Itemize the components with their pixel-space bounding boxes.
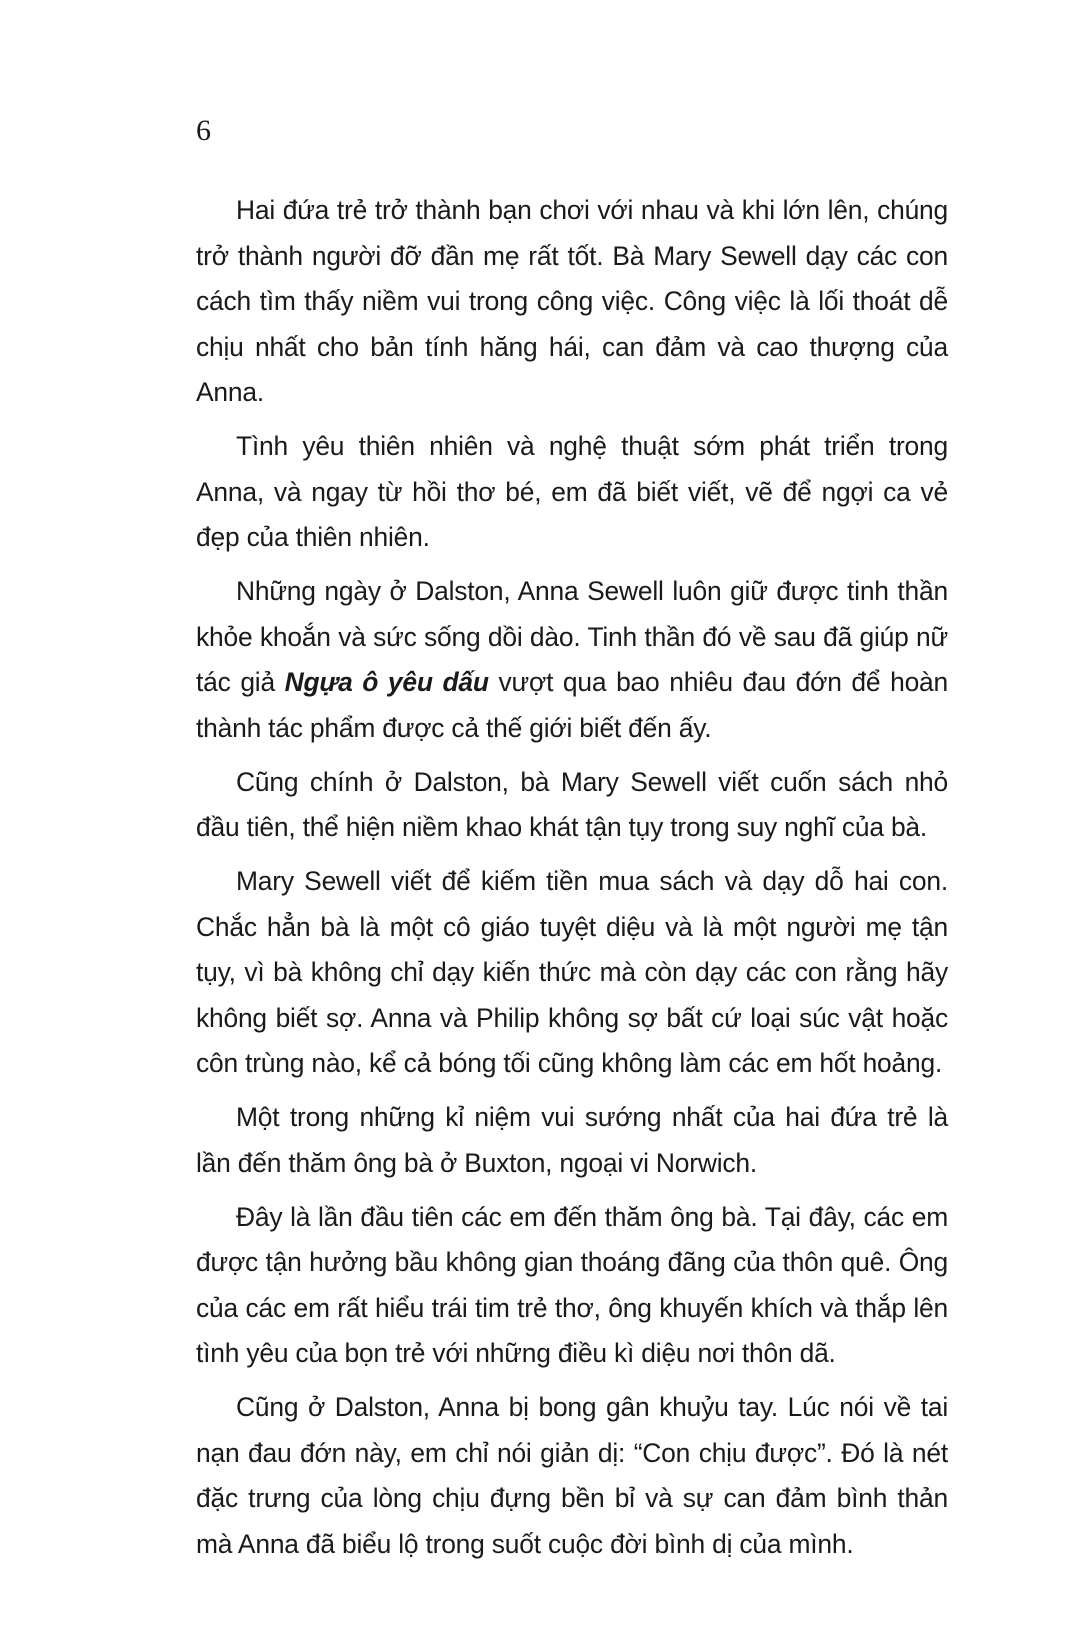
page-number: 6 <box>196 114 211 147</box>
paragraph-3 <box>196 569 948 751</box>
paragraph-3-text-before: Những ngày ở Dalston, Anna Sewell luôn giữ được tinh thần khỏe khoắn và sức sống dồi dào. Tinh thần đó về sau đã giúp nữ tác giả <box>196 576 948 697</box>
book-title: Ngựa ô yêu dấu <box>284 667 489 697</box>
paragraph-3-text-after: vượt qua bao nhiêu đau đớn để hoàn thành tác phẩm được cả thế giới biết đến ấy. <box>196 667 948 743</box>
paragraph-1: Hai đứa trẻ trở thành bạn chơi với nhau và khi lớn lên, chúng trở thành người đỡ đần mẹ rất tốt. Bà Mary Sewell dạy các con cách tìm thấy niềm vui trong công việc. Công việc là lối thoát dễ chịu nhất cho bản tính hăng hái, can đảm và cao thượng của Anna. <box>196 195 948 407</box>
paragraph-5: Mary Sewell viết để kiếm tiền mua sách và dạy dỗ hai con. Chắc hẳn bà là một cô giáo tuyệt diệu và là một người mẹ tận tụy, vì bà không chỉ dạy kiến thức mà còn dạy các con rằng hãy không biết sợ. Anna và Philip không sợ bất cứ loại súc vật hoặc côn trùng nào, kể cả bóng tối cũng không làm các em hốt hoảng. <box>196 866 948 1078</box>
paragraph-6: Một trong những kỉ niệm vui sướng nhất của hai đứa trẻ là lần đến thăm ông bà ở Buxton, ngoại vi Norwich. <box>196 1102 948 1178</box>
paragraph-4: Cũng chính ở Dalston, bà Mary Sewell viết cuốn sách nhỏ đầu tiên, thể hiện niềm khao khát tận tụy trong suy nghĩ của bà. <box>196 766 948 842</box>
text-body <box>196 188 948 1567</box>
paragraph-2: Tình yêu thiên nhiên và nghệ thuật sớm phát triển trong Anna, và ngay từ hồi thơ bé, em đã biết viết, vẽ để ngợi ca vẻ đẹp của thiên nhiên. <box>196 431 948 552</box>
paragraph-7: Đây là lần đầu tiên các em đến thăm ông bà. Tại đây, các em được tận hưởng bầu không gian thoáng đãng của thôn quê. Ông của các em rất hiểu trái tim trẻ thơ, ông khuyến khích và thắp lên tình yêu của bọn trẻ với những điều kì diệu nơi thôn dã. <box>196 1201 948 1368</box>
paragraph-8: Cũng ở Dalston, Anna bị bong gân khuỷu tay. Lúc nói về tai nạn đau đớn này, em chỉ nói giản dị: “Con chịu được”. Đó là nét đặc trưng của lòng chịu đựng bền bỉ và sự can đảm bình thản mà Anna đã biểu lộ trong suốt cuộc đời bình dị của mình. <box>196 1392 948 1559</box>
